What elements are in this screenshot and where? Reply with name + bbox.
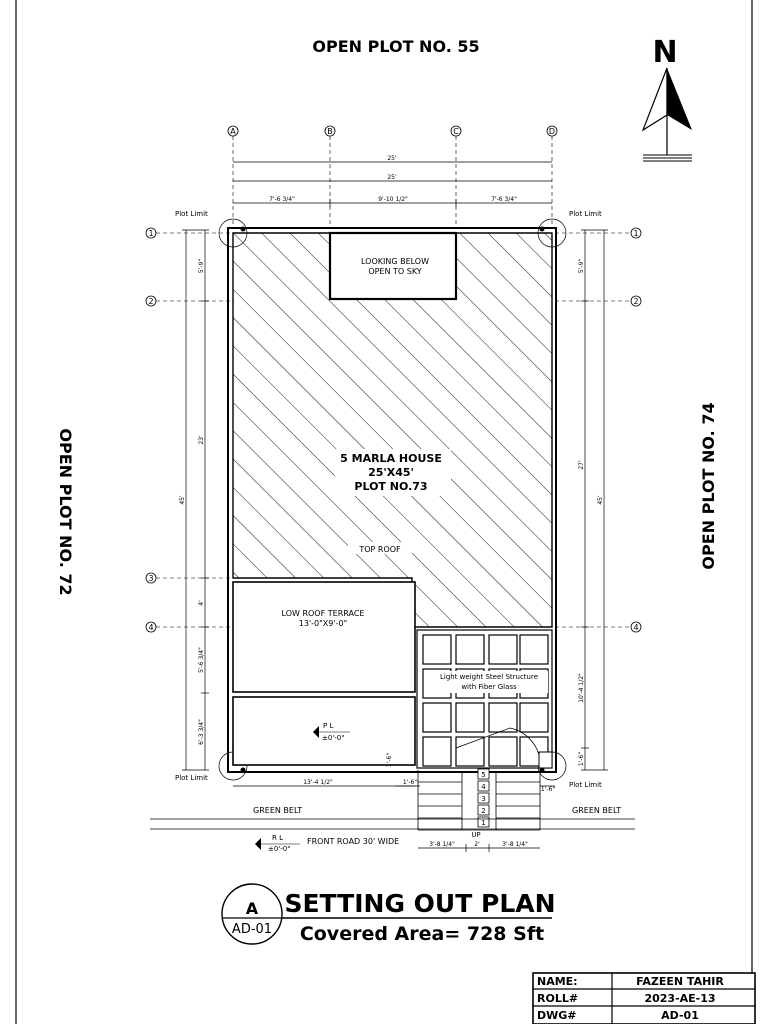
grid-row-1-right: 1	[633, 229, 639, 238]
house-title: 5 MARLA HOUSE	[340, 452, 442, 465]
north-letter: N	[652, 35, 678, 70]
road-level-icon	[255, 834, 300, 853]
terrace-size: 13'-0"X9'-0"	[298, 619, 348, 628]
dim-bottom-mid-a: 1'-6"	[402, 779, 418, 786]
road-and-green-belt	[150, 806, 635, 846]
info-value-name: FAZEEN TAHIR	[636, 975, 724, 988]
road-level-value: ±0'-0"	[268, 845, 291, 853]
left-dimensions	[179, 230, 209, 770]
info-key-name: NAME:	[537, 975, 578, 988]
dim-top-total-2: 25'	[387, 174, 397, 181]
section-sheet: AD-01	[231, 922, 273, 937]
grid-row-4-left: 4	[148, 623, 154, 632]
dim-right-seg-2: 27'	[578, 460, 585, 470]
north-arrow-icon	[643, 35, 692, 161]
dim-top-seg-1: 7'-6 3/4"	[269, 196, 295, 203]
green-belt-right: GREEN BELT	[572, 806, 622, 815]
info-table	[533, 973, 755, 1024]
grid-column-c: C	[453, 127, 459, 136]
grid-row-2-left: 2	[148, 297, 154, 306]
grid-column-a: A	[230, 127, 236, 136]
dim-bottom-mid-b: 1'-6"	[540, 786, 556, 793]
top-roof-label: TOP ROOF	[359, 545, 401, 554]
dim-bottom-left: 13'-4 1/2"	[303, 779, 333, 786]
house-size: 25'X45'	[368, 466, 414, 479]
dim-stair-1: 3'-8 1/4"	[429, 841, 455, 848]
info-value-dwg: AD-01	[661, 1009, 699, 1022]
dim-left-seg-4: 5'-6 3/4"	[198, 647, 205, 673]
west-plot-label: OPEN PLOT NO. 72	[56, 428, 75, 596]
drawing-title-block	[222, 884, 556, 945]
house-plot-number: PLOT NO.73	[354, 480, 428, 493]
dim-stair-3: 3'-8 1/4"	[502, 841, 528, 848]
steel-structure-line-1: Light weight Steel Structure	[439, 673, 539, 681]
grid-row-1-left: 1	[148, 229, 154, 238]
dim-right-total: 45'	[597, 495, 604, 505]
dim-left-small: 1'-6"	[386, 752, 393, 768]
steel-structure-grid	[417, 630, 552, 768]
stair-up-label: UP	[471, 831, 481, 839]
plot-limit-top-right: Plot Limit	[569, 210, 602, 218]
dim-left-seg-3: 4'	[198, 600, 205, 606]
dim-right-seg-3: 10'-4 1/2"	[578, 673, 585, 703]
step-2: 2	[481, 807, 486, 815]
dim-left-seg-2: 23'	[198, 435, 205, 445]
right-dimensions	[578, 230, 608, 770]
road-level-label: R L	[272, 834, 283, 842]
grid-row-2-right: 2	[633, 297, 639, 306]
plot-limit-bottom-left: Plot Limit	[175, 774, 208, 782]
dim-top-total-1: 25'	[387, 155, 397, 162]
terrace-label: LOW ROOF TERRACE	[281, 609, 365, 618]
step-5: 5	[481, 771, 486, 779]
info-key-roll: ROLL#	[537, 992, 579, 1005]
dim-left-seg-1: 5'-9"	[198, 258, 205, 274]
dim-left-seg-5: 6'-3 3/4"	[198, 719, 205, 745]
green-belt-left: GREEN BELT	[253, 806, 303, 815]
grid-column-b: B	[327, 127, 333, 136]
info-value-roll: 2023-AE-13	[644, 992, 716, 1005]
info-key-dwg: DWG#	[537, 1009, 577, 1022]
covered-area: Covered Area= 728 Sft	[299, 923, 545, 945]
dim-right-seg-1: 5'-9"	[578, 258, 585, 274]
looking-below-line-2: OPEN TO SKY	[368, 267, 422, 276]
dim-left-total: 45'	[179, 495, 186, 505]
front-road-label: FRONT ROAD 30' WIDE	[307, 837, 400, 846]
plot-limit-top-left: Plot Limit	[175, 210, 208, 218]
plinth-level-value: ±0'-0"	[322, 734, 345, 742]
dim-stair-2: 2'	[474, 841, 480, 848]
looking-below-line-1: LOOKING BELOW	[360, 257, 430, 266]
dim-top-seg-2: 9'-10 1/2"	[378, 196, 408, 203]
staircase	[418, 769, 540, 839]
grid-column-d: D	[548, 127, 556, 136]
step-4: 4	[481, 783, 486, 791]
step-1: 1	[481, 819, 486, 827]
step-3: 3	[481, 795, 486, 803]
plinth-level-label: P L	[323, 722, 334, 730]
east-plot-label: OPEN PLOT NO. 74	[699, 402, 718, 570]
north-plot-label: OPEN PLOT NO. 55	[312, 37, 480, 56]
drawing-title: SETTING OUT PLAN	[284, 889, 556, 918]
grid-row-3-left: 3	[148, 574, 154, 583]
dim-right-seg-4: 1'-6"	[578, 751, 585, 767]
top-dimensions	[233, 155, 552, 207]
section-letter: A	[245, 899, 259, 918]
plot-limit-bottom-right: Plot Limit	[569, 781, 602, 789]
steel-structure-line-2: with Fiber Glass	[461, 683, 517, 691]
grid-row-4-right: 4	[633, 623, 639, 632]
dim-top-seg-3: 7'-6 3/4"	[491, 196, 517, 203]
